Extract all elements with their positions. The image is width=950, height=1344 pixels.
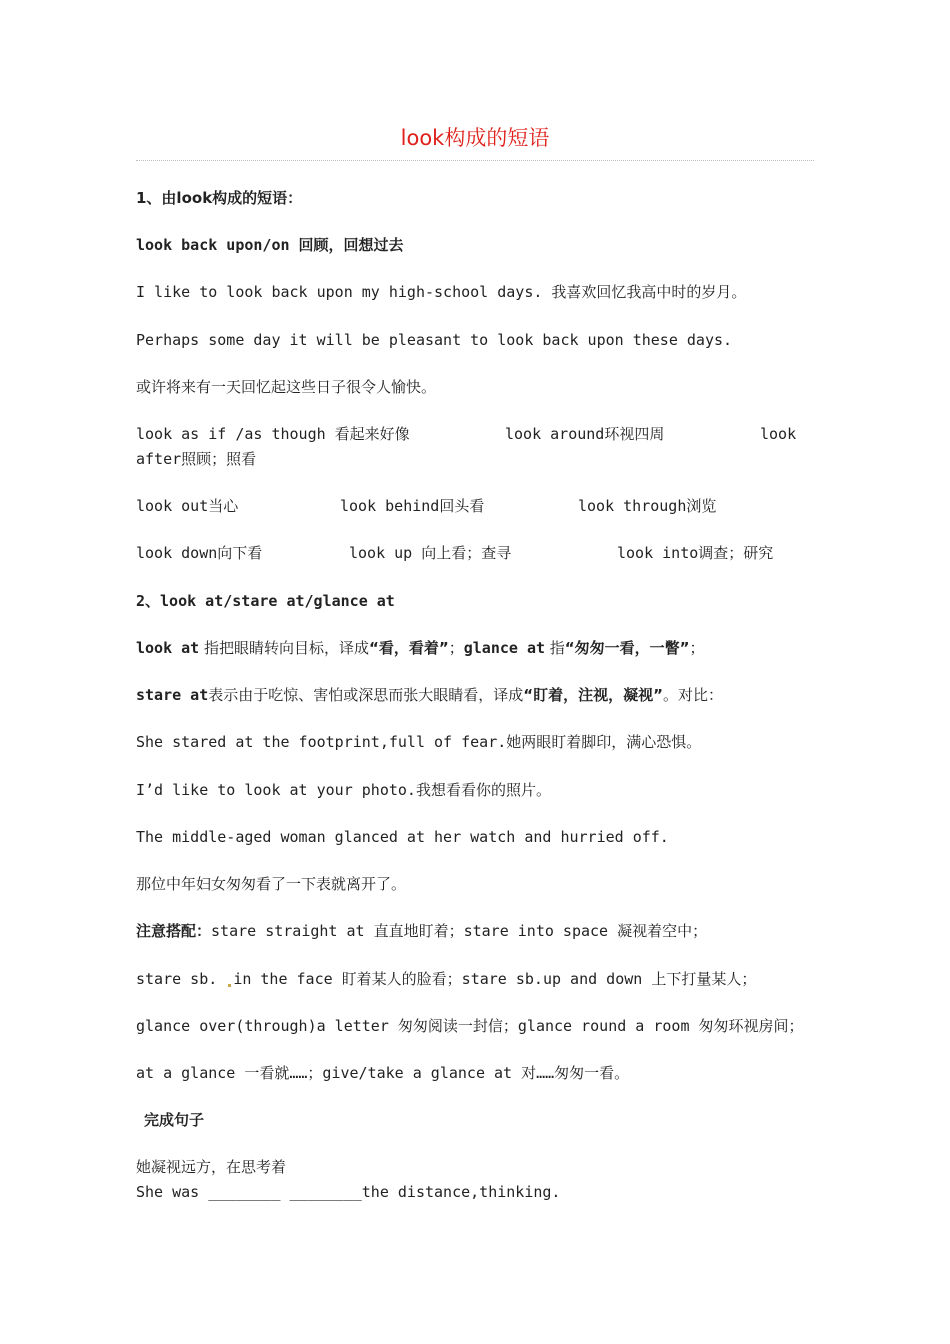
punctuation: ； (689, 639, 705, 657)
section2-heading: 2、look at/stare at/glance at (136, 592, 395, 610)
translation-emphasis: “看，看着” (369, 639, 449, 657)
note-label: 注意搭配： (136, 922, 212, 940)
exercise-heading: 完成句子 (144, 1111, 205, 1129)
collocation-line: at a glance 一看就……；give/take a glance at 对……匆匆一看。 (136, 1064, 630, 1082)
example-sentence: The middle-aged woman glanced at her watch and hurried off. (136, 828, 669, 846)
phrase-look-back: look back upon/on 回顾，回想过去 (136, 236, 404, 254)
phrase-item: look (760, 425, 797, 443)
phrase-item-continued: after照顾；照看 (136, 450, 257, 468)
example-translation: 或许将来有一天回忆起这些日子很令人愉快。 (136, 378, 437, 396)
exercise-sentence: She was ________ ________the distance,thinking. (136, 1183, 561, 1201)
definition-text: 表示由于吃惊、害怕或深思而张大眼睛看，译成 (208, 686, 524, 704)
term: look at (136, 639, 200, 657)
phrase-item: look into调查；研究 (617, 544, 774, 562)
exercise-prompt: 她凝视远方，在思考着 (136, 1158, 287, 1176)
example-sentence: She stared at the footprint,full of fear.她两眼盯着脚印，满心恐惧。 (136, 733, 702, 751)
collocation-note (136, 921, 707, 941)
definition-stare (136, 685, 723, 705)
example-translation: 那位中年妇女匆匆看了一下表就离开了。 (136, 875, 407, 893)
page-title: look构成的短语 (400, 126, 550, 150)
collocation-line: glance over(through)a letter 匆匆阅读一封信；glance round a room 匆匆环视房间； (136, 1017, 804, 1035)
phrase-item: look as if /as though 看起来好像 (136, 425, 410, 443)
punctuation: ； (448, 639, 464, 657)
definition-text: 指把眼睛转向目标，译成 (199, 639, 369, 657)
collocation-text: stare straight at 直直地盯着；stare into space 凝视着空中； (211, 922, 708, 940)
phrase-item: look out当心 (136, 497, 239, 515)
section1-heading: 1、由look构成的短语： (136, 189, 303, 207)
example-sentence: Perhaps some day it will be pleasant to look back upon these days. (136, 331, 733, 349)
definition-text: 指 (545, 639, 565, 657)
title-divider (136, 160, 814, 161)
stray-mark (228, 984, 231, 987)
example-sentence: I’d like to look at your photo.我想看看你的照片。 (136, 781, 551, 799)
collocation-text: in the face 盯着某人的脸看；stare sb.up and down 上下打量某人； (233, 970, 757, 988)
phrase-item: look up 向上看；查寻 (349, 544, 512, 562)
collocation-line (136, 969, 756, 989)
translation-emphasis: “盯着，注视，凝视” (523, 686, 663, 704)
term: stare at (136, 686, 209, 704)
phrase-item: look through浏览 (578, 497, 717, 515)
term: glance at (463, 639, 546, 657)
collocation-text: stare sb. (136, 970, 227, 988)
phrase-item: look down向下看 (136, 544, 263, 562)
phrase-item: look around环视四周 (505, 425, 665, 443)
definition-look-glance (136, 638, 705, 658)
phrase-item: look behind回头看 (340, 497, 485, 515)
definition-text: 。对比： (662, 686, 723, 704)
translation-emphasis: “匆匆一看，一瞥” (564, 639, 690, 657)
example-sentence: I like to look back upon my high-school days. 我喜欢回忆我高中时的岁月。 (136, 283, 747, 301)
